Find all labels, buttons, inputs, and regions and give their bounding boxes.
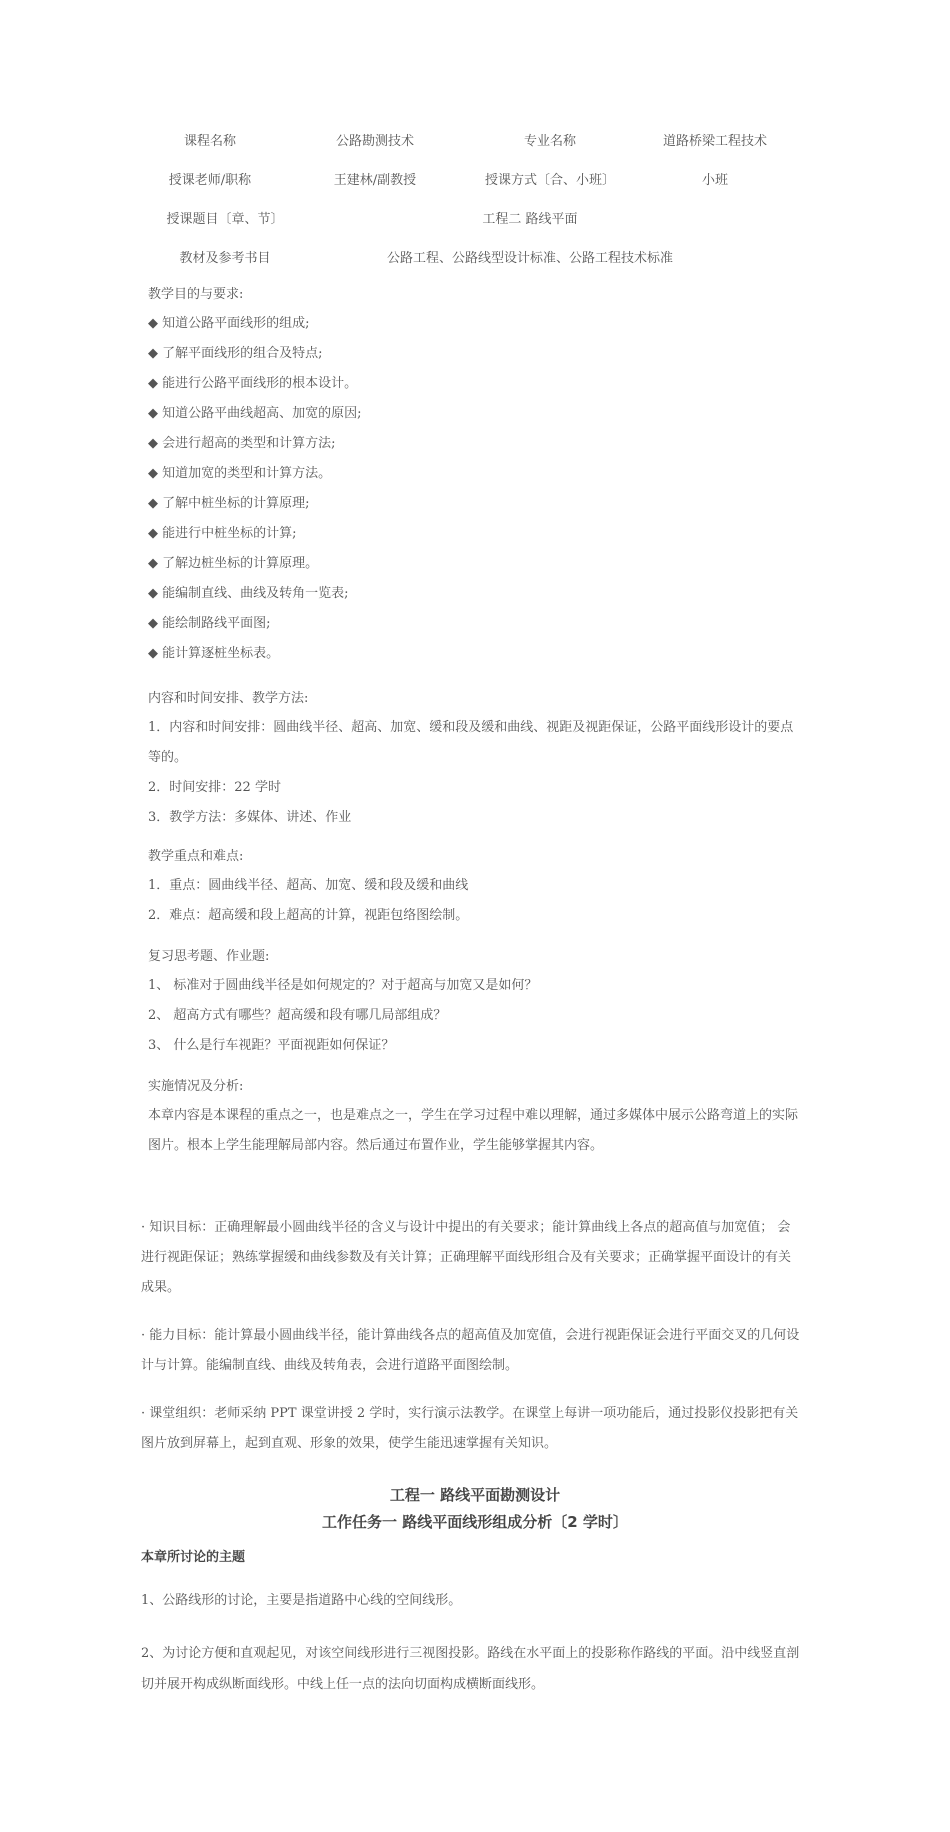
objective-item: ◆ 会进行超高的类型和计算方法; [148, 436, 336, 451]
review-item: 3、 什么是行车视距？平面视距如何保证？ [148, 1038, 395, 1053]
objective-item: ◆ 了解平面线形的组合及特点; [148, 346, 323, 361]
course-info-table [140, 120, 800, 276]
objective-item: ◆ 知道加宽的类型和计算方法。 [148, 466, 332, 481]
objective-item: ◆ 了解边桩坐标的计算原理。 [148, 556, 319, 571]
topic-value: 工程二 路线平面 [482, 212, 578, 227]
info-row-course [140, 120, 800, 159]
schedule-item-time: 2．时间安排：22 学时 [148, 780, 281, 795]
teaching-mode-label: 授课方式〔合、小班〕 [484, 173, 615, 188]
major-name-label: 专业名称 [523, 134, 576, 149]
books-label: 教材及参考书目 [179, 251, 271, 266]
info-row-teacher [140, 159, 800, 198]
course-name-label: 课程名称 [183, 134, 236, 149]
objective-item: ◆ 能编制直线、曲线及转角一览表; [148, 586, 349, 601]
knowledge-goal: · 知识目标：正确理解最小圆曲线半径的含义与设计中提出的有关要求；能计算曲线上各点的超高值与加宽值； 会进行视距保证；熟练掌握缓和曲线参数及有关计算；正确理解平面线形组合及有关要求；正确掌握平面设计的有关成果。 [141, 1220, 792, 1295]
topic-subheading: 本章所讨论的主题 [141, 1550, 246, 1565]
teacher-label: 授课老师/职称 [168, 173, 252, 188]
review-item: 1、 标准对于圆曲线半径是如何规定的？对于超高与加宽又是如何？ [148, 978, 538, 993]
ability-goal: · 能力目标：能计算最小圆曲线半径，能计算曲线各点的超高值及加宽值，会进行视距保证会进行平面交叉的几何设计与计算。能编制直线、曲线及转角表，会进行道路平面图绘制。 [141, 1328, 800, 1373]
keypoint-item: 1．重点：圆曲线半径、超高、加宽、缓和段及缓和曲线 [148, 878, 469, 893]
objective-item: ◆ 能计算逐桩坐标表。 [148, 646, 280, 661]
topic-label: 授课题目〔章、节〕 [166, 212, 284, 227]
review-section [148, 942, 798, 1061]
class-organization: · 课堂组织：老师采纳 PPT 课堂讲授 2 学时，实行演示法教学。在课堂上每讲一项功能后，通过投影仪投影把有关图片放到屏幕上，起到直观、形象的效果，使学生能迅速掌握有关知识。 [141, 1406, 799, 1451]
schedule-heading: 内容和时间安排、教学方法: [148, 691, 309, 706]
schedule-item-method: 3．教学方法：多媒体、讲述、作业 [148, 810, 352, 825]
objective-item: ◆ 能进行公路平面线形的根本设计。 [148, 376, 358, 391]
major-name-value: 道路桥梁工程技术 [662, 134, 767, 149]
info-row-books [140, 237, 800, 276]
objective-item: ◆ 知道公路平面线形的组成; [148, 316, 310, 331]
objective-item: ◆ 知道公路平曲线超高、加宽的原因; [148, 406, 362, 421]
analysis-text: 本章内容是本课程的重点之一，也是难点之一，学生在学习过程中难以理解，通过多媒体中展示公路弯道上的实际图片。根本上学生能理解局部内容。然后通过布置作业，学生能够掌握其内容。 [148, 1108, 799, 1153]
chapter-title: 工程一 路线平面勘测设计 [389, 1486, 561, 1504]
keypoints-section [148, 842, 798, 931]
info-row-topic [140, 198, 800, 237]
teaching-mode-value: 小班 [701, 173, 728, 188]
teacher-value: 王建林/副教授 [333, 173, 417, 188]
review-heading: 复习思考题、作业题: [148, 949, 270, 964]
analysis-heading: 实施情况及分析: [148, 1079, 244, 1094]
books-value: 公路工程、公路线型设计标准、公路工程技术标准 [386, 251, 673, 266]
keypoint-item: 2．难点：超高缓和段上超高的计算，视距包络图绘制。 [148, 908, 469, 923]
objective-item: ◆ 能绘制路线平面图; [148, 616, 271, 631]
objectives-section [148, 280, 798, 669]
task-title: 工作任务一 路线平面线形组成分析〔2 学时〕 [322, 1513, 628, 1531]
course-name-value: 公路勘测技术 [335, 134, 414, 149]
review-item: 2、 超高方式有哪些？超高缓和段有哪几局部组成？ [148, 1008, 447, 1023]
chapter-paragraph-2: 2、为讨论方便和直观起见，对该空间线形进行三视图投影。路线在水平面上的投影称作路线的平面。沿中线竖直剖切并展开构成纵断面线形。中线上任一点的法向切面构成横断面线形。 [141, 1646, 800, 1692]
schedule-section [148, 684, 798, 833]
analysis-section [148, 1072, 798, 1161]
keypoints-heading: 教学重点和难点: [148, 849, 244, 864]
schedule-item-content: 1．内容和时间安排：圆曲线半径、超高、加宽、缓和段及缓和曲线、视距及视距保证，公路平面线形设计的要点等的。 [148, 720, 794, 765]
objective-item: ◆ 能进行中桩坐标的计算; [148, 526, 297, 541]
objectives-heading: 教学目的与要求: [148, 287, 244, 302]
chapter-paragraph-1: 1、公路线形的讨论，主要是指道路中心线的空间线形。 [141, 1593, 462, 1608]
objective-item: ◆ 了解中桩坐标的计算原理; [148, 496, 310, 511]
